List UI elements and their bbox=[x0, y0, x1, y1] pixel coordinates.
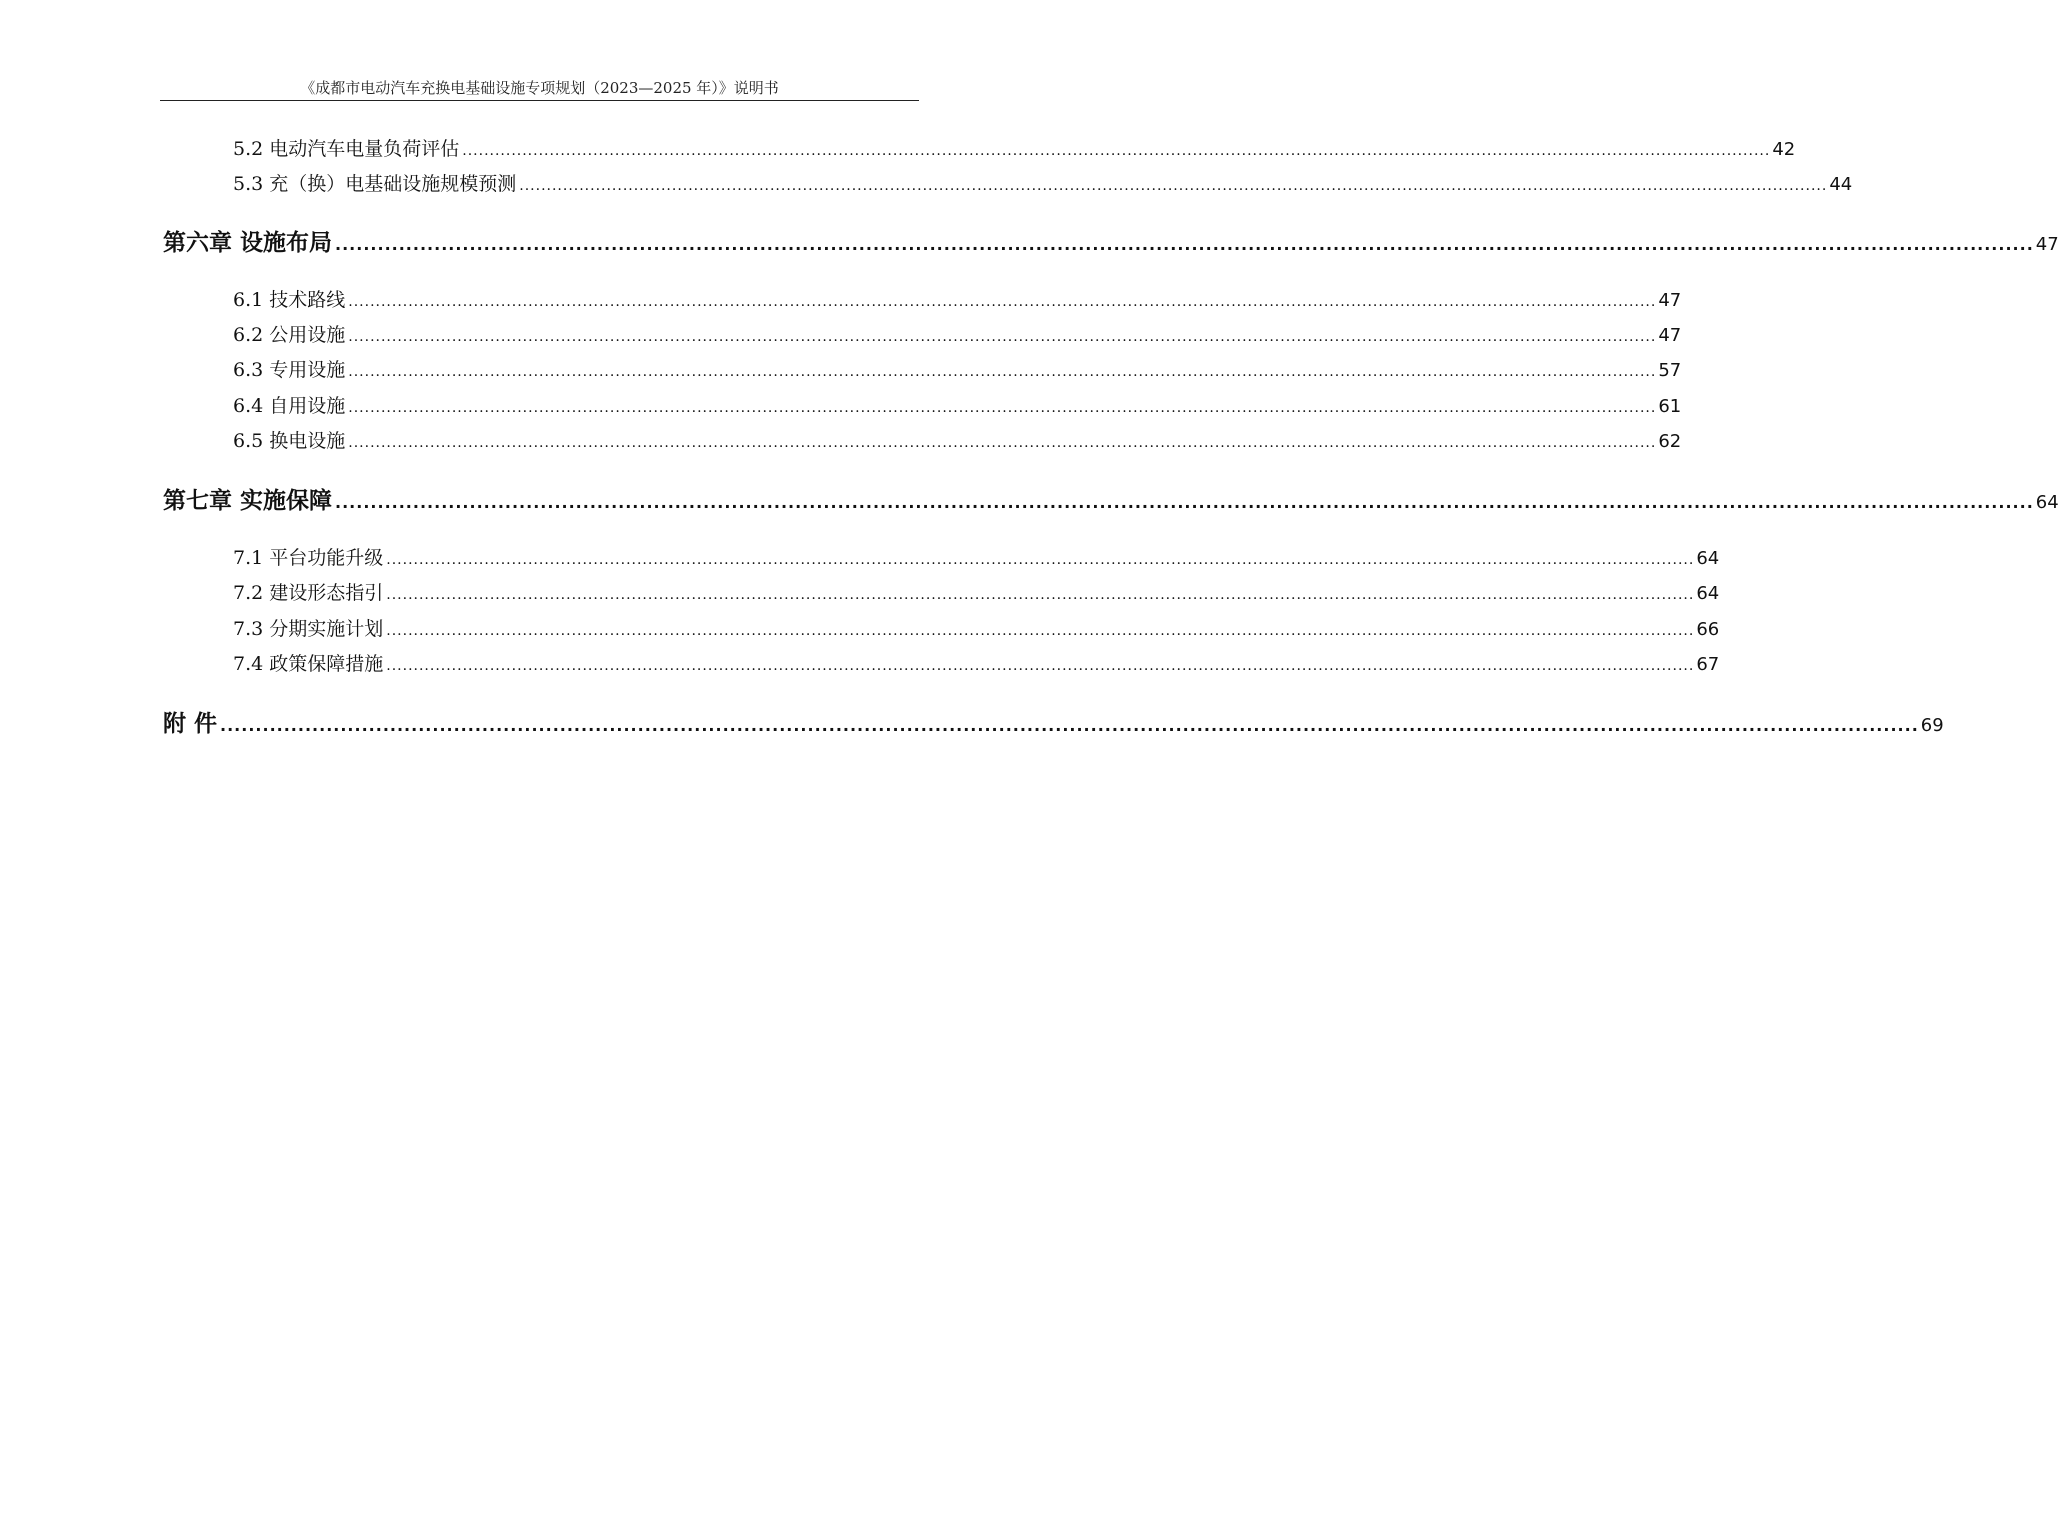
toc-entry-7-3[interactable] bbox=[233, 614, 1720, 644]
header-rule bbox=[160, 100, 919, 101]
toc-entry-label: 7.3 分期实施计划 bbox=[233, 618, 384, 640]
toc-chapter-label: 第七章 实施保障 bbox=[163, 488, 333, 514]
toc-leader-dots: ................................................................................................................................................................................................................................................ bbox=[335, 235, 2034, 254]
toc-entry-label: 5.3 充（换）电基础设施规模预测 bbox=[233, 173, 517, 195]
toc-entry-7-4[interactable] bbox=[233, 649, 1720, 679]
toc-chapter-label: 附 件 bbox=[163, 711, 218, 737]
toc-entry-label: 6.3 专用设施 bbox=[233, 359, 346, 381]
toc-leader-dots: ................................................................................................................................................................................................................................................ bbox=[335, 493, 2034, 512]
toc-leader-dots: ................................................................................................................................................................................................................................................ bbox=[348, 294, 1657, 310]
toc-leader-dots: ................................................................................................................................................................................................................................................ bbox=[348, 400, 1657, 416]
toc-entry-7-1[interactable] bbox=[233, 543, 1720, 573]
toc-entry-5-2[interactable] bbox=[233, 134, 1796, 164]
toc-entry-6-4[interactable] bbox=[233, 391, 1682, 421]
toc-leader-dots: ................................................................................................................................................................................................................................................ bbox=[220, 716, 1919, 735]
running-header: 《成都市电动汽车充换电基础设施专项规划（2023—2025 年）》说明书 bbox=[300, 79, 779, 97]
toc-page-number: 47 bbox=[1658, 325, 1682, 346]
toc-entry-label: 5.2 电动汽车电量负荷评估 bbox=[233, 138, 460, 160]
toc-entry-label: 6.1 技术路线 bbox=[233, 289, 346, 311]
toc-page-number: 62 bbox=[1658, 431, 1682, 452]
toc-page-number: 57 bbox=[1658, 360, 1682, 381]
toc-page-number: 42 bbox=[1772, 139, 1796, 160]
toc-entry-label: 6.2 公用设施 bbox=[233, 324, 346, 346]
toc-leader-dots: ................................................................................................................................................................................................................................................ bbox=[386, 587, 1695, 603]
toc-page-number: 69 bbox=[1920, 715, 1944, 736]
toc-entry-6-1[interactable] bbox=[233, 285, 1682, 315]
toc-page-number: 47 bbox=[1658, 290, 1682, 311]
toc-entry-6-3[interactable] bbox=[233, 355, 1682, 385]
toc-entry-6-5[interactable] bbox=[233, 426, 1682, 456]
toc-leader-dots: ................................................................................................................................................................................................................................................ bbox=[462, 143, 1771, 159]
toc-leader-dots: ................................................................................................................................................................................................................................................ bbox=[386, 623, 1695, 639]
toc-entry-label: 7.2 建设形态指引 bbox=[233, 582, 384, 604]
toc-entry-label: 7.4 政策保障措施 bbox=[233, 653, 384, 675]
toc-page-number: 64 bbox=[1696, 583, 1720, 604]
toc-leader-dots: ................................................................................................................................................................................................................................................ bbox=[386, 658, 1695, 674]
toc-entry-5-3[interactable] bbox=[233, 169, 1853, 199]
toc-chapter-label: 第六章 设施布局 bbox=[163, 230, 333, 256]
toc-page-number: 67 bbox=[1696, 654, 1720, 675]
toc-appendix[interactable] bbox=[163, 707, 1944, 741]
toc-entry-label: 6.5 换电设施 bbox=[233, 430, 346, 452]
toc-page-number: 47 bbox=[2035, 234, 2059, 255]
toc-page-number: 64 bbox=[1696, 548, 1720, 569]
toc-leader-dots: ................................................................................................................................................................................................................................................ bbox=[348, 435, 1657, 451]
toc-page-number: 64 bbox=[2035, 492, 2059, 513]
toc-chapter-7[interactable] bbox=[163, 484, 2059, 518]
toc-page-number: 66 bbox=[1696, 619, 1720, 640]
toc-entry-label: 7.1 平台功能升级 bbox=[233, 547, 384, 569]
toc-leader-dots: ................................................................................................................................................................................................................................................ bbox=[348, 364, 1657, 380]
toc-leader-dots: ................................................................................................................................................................................................................................................ bbox=[386, 552, 1695, 568]
toc-chapter-6[interactable] bbox=[163, 226, 2059, 260]
toc-page-number: 61 bbox=[1658, 396, 1682, 417]
toc-leader-dots: ................................................................................................................................................................................................................................................ bbox=[348, 329, 1657, 345]
toc-entry-6-2[interactable] bbox=[233, 320, 1682, 350]
toc-page-number: 44 bbox=[1829, 174, 1853, 195]
toc-entry-label: 6.4 自用设施 bbox=[233, 395, 346, 417]
toc-leader-dots: ................................................................................................................................................................................................................................................ bbox=[519, 178, 1828, 194]
toc-entry-7-2[interactable] bbox=[233, 578, 1720, 608]
